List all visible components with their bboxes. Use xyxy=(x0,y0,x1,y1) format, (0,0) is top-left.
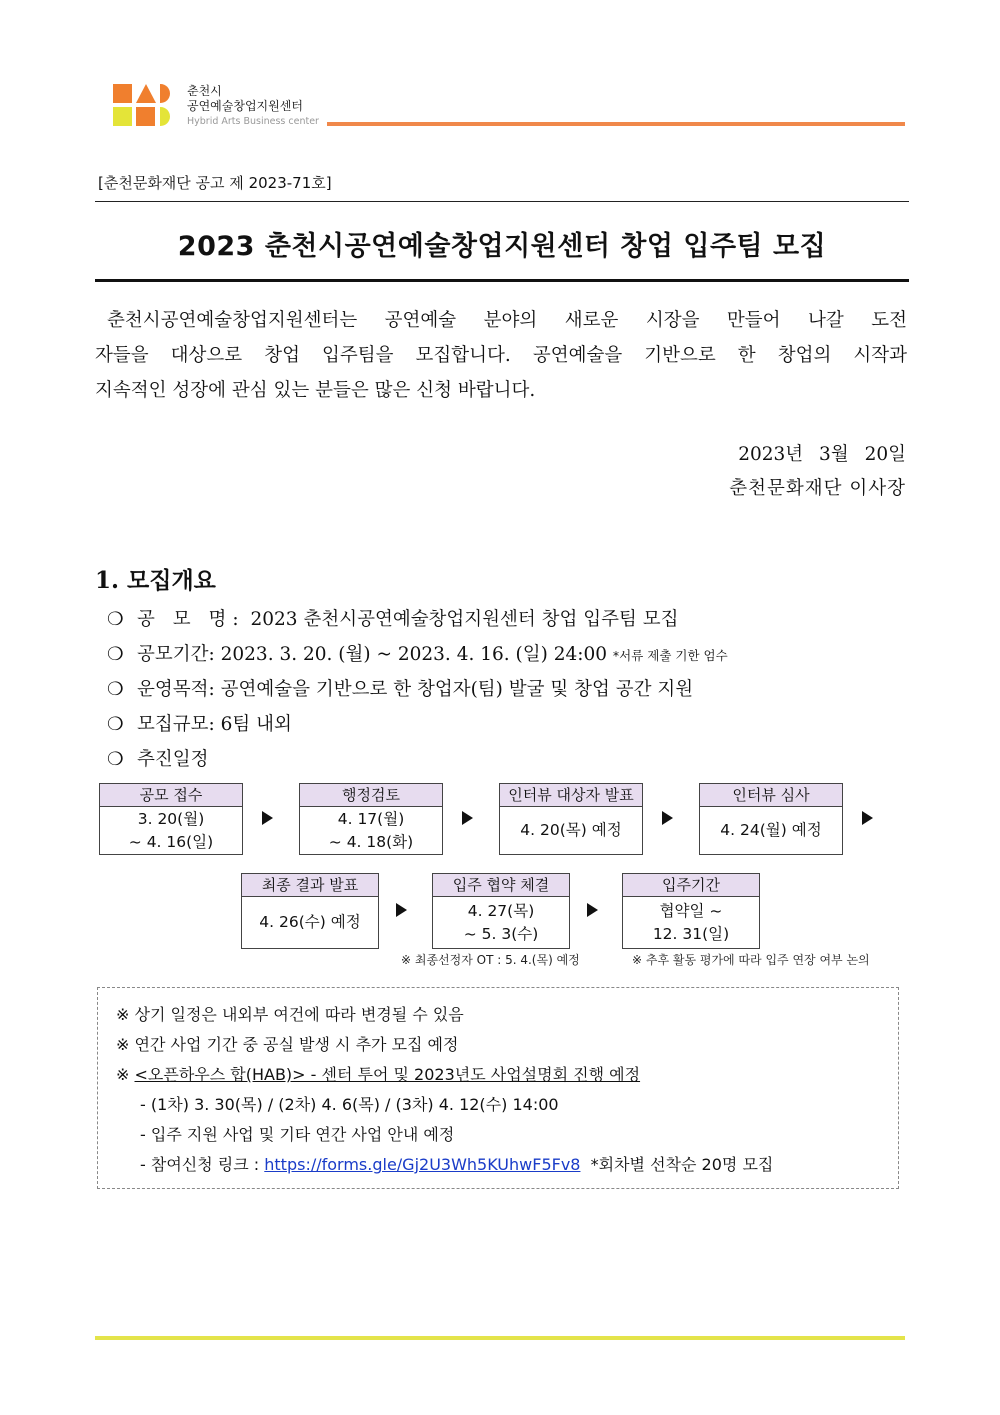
logo-mark xyxy=(113,84,181,130)
step-date: 4. 27(목) xyxy=(467,901,535,920)
schedule-step xyxy=(432,873,570,949)
arrow-right-icon xyxy=(262,811,273,825)
note-line xyxy=(116,1062,640,1085)
logo-halfcircle xyxy=(160,107,170,126)
arrow-right-icon xyxy=(662,811,673,825)
step-date: 3. 20(월) xyxy=(137,809,205,828)
intro-paragraph xyxy=(95,303,907,408)
notes-box xyxy=(97,987,899,1189)
item-note: *서류 제출 기한 엄수 xyxy=(612,648,728,663)
overview-item xyxy=(107,605,679,631)
logo-english-name: Hybrid Arts Business center xyxy=(187,116,319,127)
extension-note: ※ 추후 활동 평가에 따라 입주 연장 여부 논의 xyxy=(632,953,870,967)
note-line: ※ 상기 일정은 내외부 여건에 따라 변경될 수 있음 xyxy=(116,1005,464,1024)
step-title: 입주 협약 체결 xyxy=(433,874,569,897)
overview-item xyxy=(107,640,728,666)
logo-square xyxy=(113,84,132,103)
overview-item xyxy=(107,675,693,701)
signup-label: - 참여신청 링크 : xyxy=(140,1155,260,1174)
step-date: ~ 5. 3(수) xyxy=(463,924,539,943)
schedule-step xyxy=(699,783,843,855)
item-label: 운영목적: xyxy=(137,679,215,700)
logo-city: 춘천시 xyxy=(187,84,222,98)
intro-line: 지속적인 성장에 관심 있는 분들은 많은 신청 바랍니다. xyxy=(95,380,536,401)
arrow-right-icon xyxy=(587,903,598,917)
issuer: 춘천문화재단 이사장 xyxy=(729,478,906,499)
logo-center-name: 공연예술창업지원센터 xyxy=(187,99,303,113)
title-top-rule xyxy=(95,201,909,202)
step-date: 4. 17(월) xyxy=(337,809,405,828)
schedule-step xyxy=(99,783,243,855)
overview-item xyxy=(107,745,208,771)
ot-note: ※ 최종선정자 OT : 5. 4.(목) 예정 xyxy=(401,953,580,967)
bullet-icon: ❍ xyxy=(107,609,124,630)
signup-note: *회차별 선착순 20명 모집 xyxy=(590,1155,774,1174)
step-date: 4. 20(목) 예정 xyxy=(520,821,622,839)
intro-line: 춘천시공연예술창업지원센터는 공연예술 분야의 새로운 시장을 만들어 나갈 도전 xyxy=(107,310,907,331)
arrow-right-icon xyxy=(862,811,873,825)
logo-square xyxy=(136,107,155,126)
item-value: 6팀 내외 xyxy=(220,714,292,735)
step-title: 인터뷰 심사 xyxy=(700,784,842,807)
step-title: 최종 결과 발표 xyxy=(242,874,378,897)
logo-triangle xyxy=(136,84,156,103)
item-value: 2023. 3. 20. (월) ~ 2023. 4. 16. (일) 24:00 xyxy=(220,644,608,665)
logo-square xyxy=(113,107,132,126)
step-date: 4. 24(월) 예정 xyxy=(720,821,822,839)
schedule-step xyxy=(299,783,443,855)
item-label: 추진일정 xyxy=(137,749,209,770)
step-title: 입주기간 xyxy=(623,874,759,897)
item-value: 2023 춘천시공연예술창업지원센터 창업 입주팀 모집 xyxy=(250,609,679,630)
bullet-icon: ❍ xyxy=(107,714,124,735)
item-label: 모집규모: xyxy=(137,714,215,735)
intro-line: 자들을 대상으로 창업 입주팀을 모집합니다. 공연예술을 기반으로 한 창업의 시작과 xyxy=(95,345,907,366)
openhouse-dates: - (1차) 3. 30(목) / (2차) 4. 6(목) / (3차) 4. 12(수) 14:00 xyxy=(140,1095,559,1114)
schedule-step xyxy=(622,873,760,949)
step-date: 12. 31(일) xyxy=(652,924,730,943)
announcement-date: 2023년 3월 20일 xyxy=(738,444,906,465)
notice-number: [춘천문화재단 공고 제 2023-71호] xyxy=(98,174,332,192)
note-line: ※ 연간 사업 기간 중 공실 발생 시 추가 모집 예정 xyxy=(116,1035,459,1054)
arrow-right-icon xyxy=(462,811,473,825)
title-bottom-rule xyxy=(95,279,909,282)
section-heading: 1. 모집개요 xyxy=(95,567,216,594)
overview-item xyxy=(107,710,292,736)
signup-row xyxy=(140,1152,773,1175)
step-date: 협약일 ~ xyxy=(659,901,723,920)
openhouse-title: <오픈하우스 합(HAB)> - 센터 투어 및 2023년도 사업설명회 진행 예정 xyxy=(134,1065,641,1084)
item-value: 공연예술을 기반으로 한 창업자(팀) 발굴 및 창업 공간 지원 xyxy=(220,679,694,700)
item-label: 공모기간: xyxy=(137,644,215,665)
step-title: 행정검토 xyxy=(300,784,442,807)
step-title: 공모 접수 xyxy=(100,784,242,807)
page-title: 2023 춘천시공연예술창업지원센터 창업 입주팀 모집 xyxy=(177,231,827,262)
step-date: 4. 26(수) 예정 xyxy=(259,913,361,931)
step-date: ~ 4. 16(일) xyxy=(128,832,214,851)
signup-link[interactable]: https://forms.gle/Gj2U3Wh5KUhwF5Fv8 xyxy=(264,1155,581,1174)
step-date: ~ 4. 18(화) xyxy=(328,832,414,851)
header-divider xyxy=(327,122,905,126)
openhouse-info: - 입주 지원 사업 및 기타 연간 사업 안내 예정 xyxy=(140,1125,455,1144)
bullet-icon: ❍ xyxy=(107,644,124,665)
logo-halfcircle xyxy=(160,84,170,103)
bullet-icon: ❍ xyxy=(107,679,124,700)
item-label: 공 모 명: xyxy=(137,609,245,630)
footer-divider xyxy=(95,1336,905,1340)
schedule-step xyxy=(499,783,643,855)
arrow-right-icon xyxy=(396,903,407,917)
schedule-step xyxy=(241,873,379,949)
step-title: 인터뷰 대상자 발표 xyxy=(500,784,642,807)
bullet-icon: ❍ xyxy=(107,749,124,770)
note-mark: ※ xyxy=(116,1065,130,1084)
